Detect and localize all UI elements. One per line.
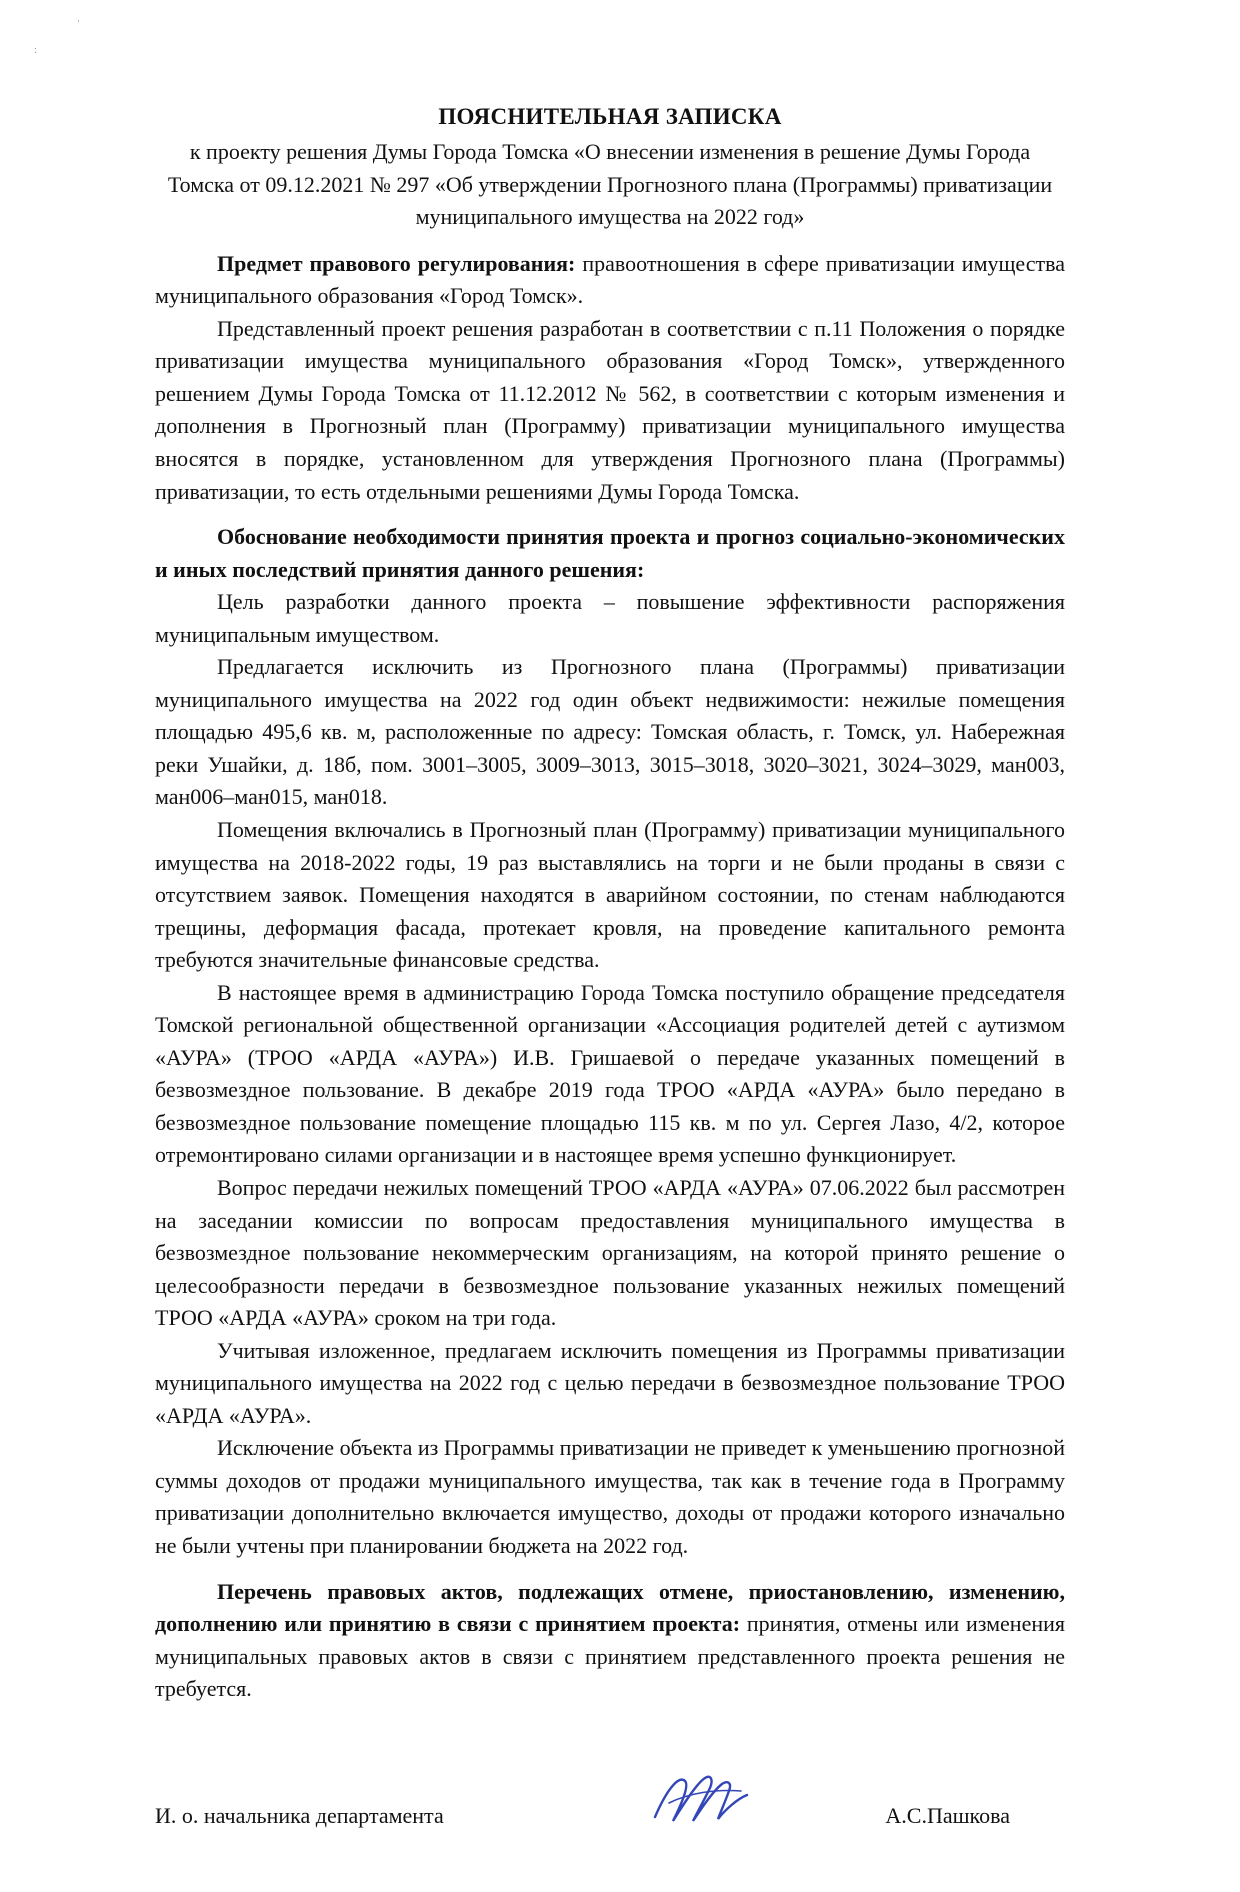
paragraph [155, 586, 1065, 651]
paragraph-text: Вопрос передачи нежилых помещений ТРОО «АРДА «АУРА» 07.06.2022 был рассмотрен на заседании комиссии по вопросам предоставления муниципального имущества в безвозмездное пользование некоммерческим организациям, на которой принято решение о целесообразности передачи в безвозмездное пользование указанных нежилых помещений ТРОО «АРДА «АУРА» сроком на три года. [155, 1174, 1065, 1331]
paragraph [155, 1432, 1065, 1562]
paragraph-text: Учитывая изложенное, предлагаем исключить помещения из Программы приватизации муниципального имущества на 2022 год с целью передачи в безвозмездное пользование ТРОО «АРДА «АУРА». [155, 1337, 1065, 1428]
paragraph-text: Цель разработки данного проекта – повышение эффективности распоряжения муниципальным имуществом. [155, 589, 1065, 647]
paragraph-text: Исключение объекта из Программы приватизации не приведет к уменьшению прогнозной суммы доходов от продажи муниципального имущества, так как в течение года в Программу приватизации дополнительно включается имущество, доходы от продажи которого изначально не были учтены при планировании бюджета на 2022 год. [155, 1435, 1065, 1558]
paragraph-lead: Предмет правового регулирования: [217, 250, 576, 276]
paragraph-lead: Обоснование необходимости принятия проекта и прогноз социально-экономических и иных последствий принятия данного решения: [155, 524, 1065, 582]
paragraph [155, 1576, 1065, 1706]
paragraph-text: В настоящее время в администрацию Города Томска поступило обращение председателя Томской региональной общественной организации «Ассоциация родителей детей с аутизмом «АУРА» (ТРОО «АРДА «АУРА») И.В. Гришаевой о передаче указанных помещений в безвозмездное пользование. В декабре 2019 года ТРОО «АРДА «АУРА» было передано в безвозмездное пользование помещение площадью 115 кв. м по ул. Сергея Лазо, 4/2, которое отремонтировано силами организации и в настоящее время успешно функционирует. [155, 979, 1065, 1168]
signature-block [155, 1761, 1065, 1833]
paragraph-text: Представленный проект решения разработан в соответствии с п.11 Положения о порядке приватизации имущества муниципального образования «Город Томск», утвержденного решением Думы Города Томска от 11.12.2012 № 562, в соответствии с которым изменения и дополнения в Прогнозный план (Программу) приватизации муниципального имущества вносятся в порядке, установленном для утверждения Прогнозного плана (Программы) приватизации, то есть отдельными решениями Думы Города Томска. [155, 315, 1065, 504]
document-title: ПОЯСНИТЕЛЬНАЯ ЗАПИСКА [438, 104, 782, 129]
paragraph-lead: Перечень правовых актов, подлежащих отмене, приостановлению, изменению, дополнению или принятию в связи с принятием проекта: [155, 1578, 1065, 1637]
paragraph-text: Предлагается исключить из Прогнозного плана (Программы) приватизации муниципального имущества на 2022 год один объект недвижимости: нежилые помещения площадью 495,6 кв. м, расположенные по адресу: Томская область, г. Томск, ул. Набережная реки Ушайки, д. 18б, пом. 3001–3005, 3009–3013, 3015–3018, 3020–3021, 3024–3029, ман003, ман006–ман015, ман018. [155, 654, 1065, 810]
paragraph [155, 248, 1065, 313]
paragraph [155, 521, 1065, 586]
paragraph [155, 313, 1065, 508]
scan-artifact: : [34, 44, 38, 56]
scan-artifact: ` [70, 18, 82, 30]
document-body [155, 248, 1065, 1706]
paragraph [155, 651, 1065, 814]
signature-position-label: И. о. начальника департамента [155, 1802, 444, 1828]
paragraph [155, 977, 1065, 1172]
paragraph-text: Помещения включались в Прогнозный план (Программу) приватизации муниципального имущества на 2018-2022 годы, 19 раз выставлялись на торги и не были проданы в связи с отсутствием заявок. Помещения находятся в аварийном состоянии, по стенам наблюдаются трещины, деформация фасада, протекает кровля, на проведение капитального ремонта требуются значительные финансовые средства. [155, 816, 1065, 973]
paragraph-text: правоотношения в сфере приватизации имущества муниципального образования «Город Томск». [155, 250, 1065, 309]
paragraph-text: принятия, отмены или изменения муниципальных правовых актов в связи с принятием представленного проекта решения не требуется. [155, 1611, 1065, 1702]
paragraph [155, 1172, 1065, 1335]
signature-name: А.С.Пашкова [885, 1802, 1010, 1828]
paragraph [155, 1335, 1065, 1433]
handwritten-signature-image [645, 1769, 755, 1841]
document-subtitle: к проекту решения Думы Города Томска «О внесении изменения в решение Думы Города Томска от 09.12.2021 № 297 «Об утверждении Прогнозного плана (Программы) приватизации муниципального имущества на 2022 год» [167, 139, 1053, 230]
paragraph [155, 814, 1065, 977]
